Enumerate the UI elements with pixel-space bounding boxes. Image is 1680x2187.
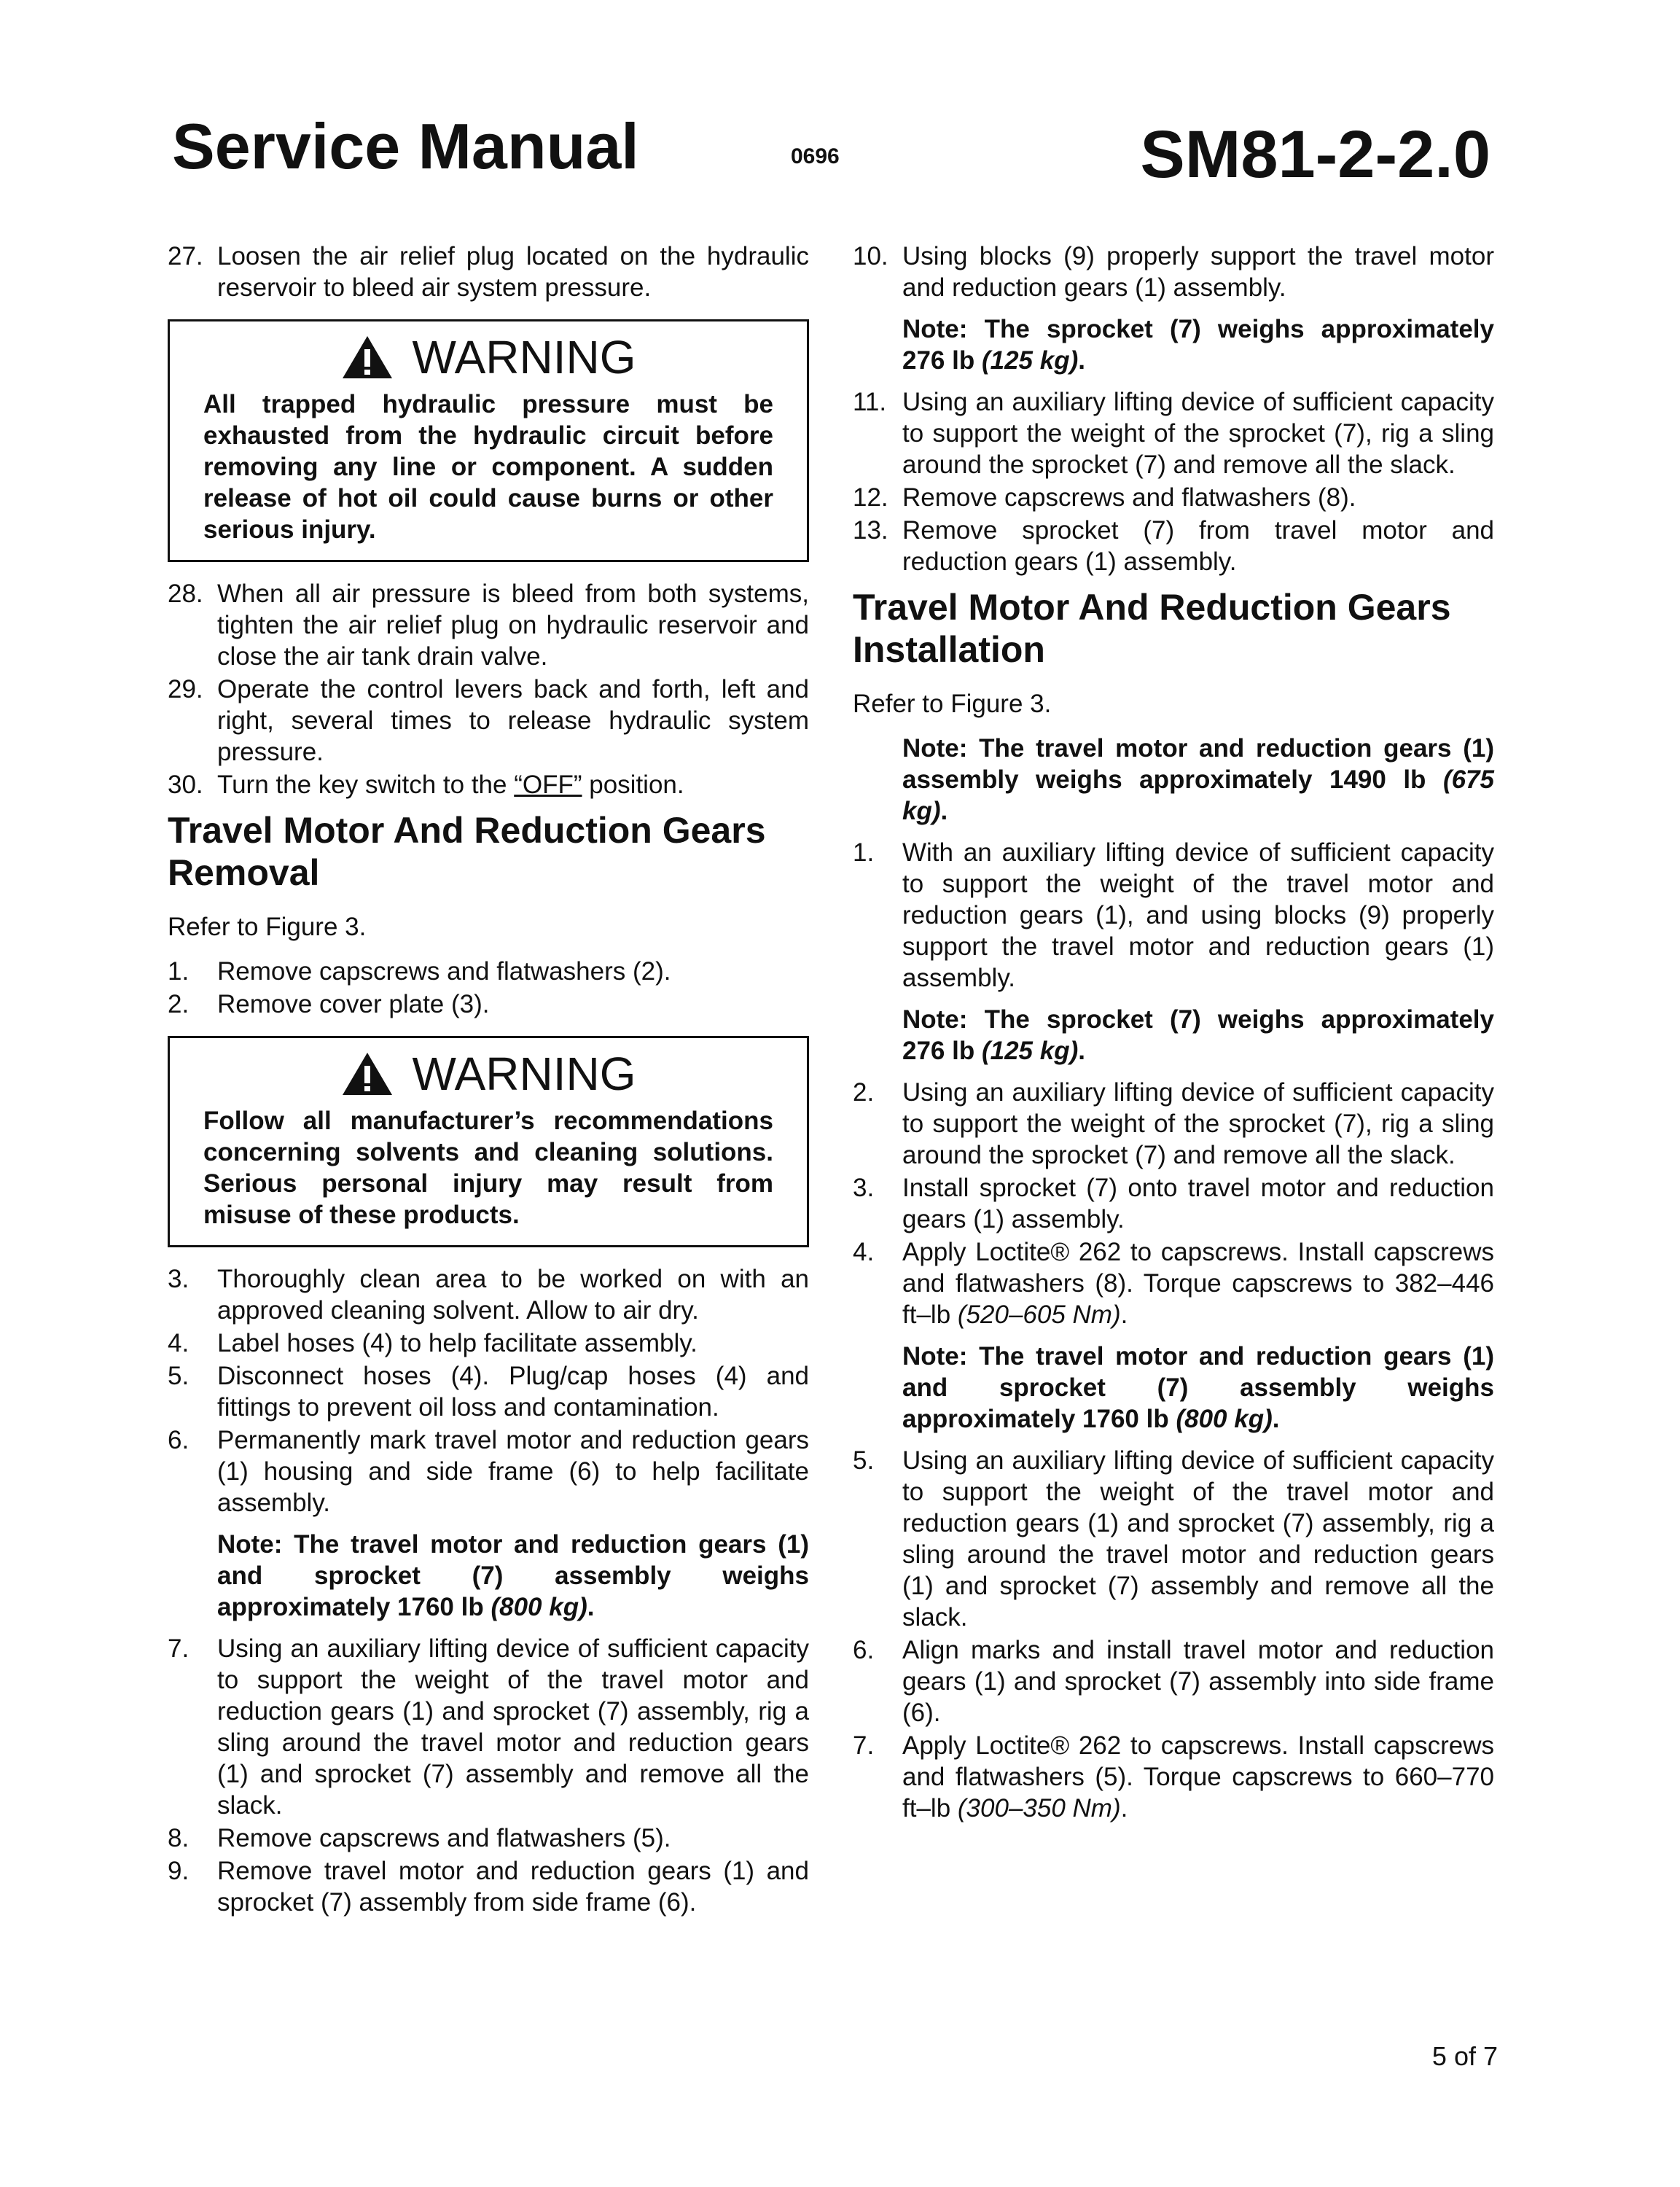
note-end: .: [1078, 346, 1085, 375]
warning-triangle-icon: [341, 1051, 394, 1096]
step-text-part: Apply Loctite® 262 to capscrews. Install capscrews and flatwashers (5). Torque capscrews to 660–770 ft–lb: [902, 1731, 1494, 1822]
step-text: [217, 769, 809, 800]
step-text: [902, 1236, 1494, 1330]
step-text-part: Turn the key switch to the: [217, 771, 515, 799]
step-text: Operate the control levers back and forth, left and right, several times to release hydraulic system pressure.: [217, 675, 809, 766]
figure-reference: Refer to Figure 3.: [853, 690, 1052, 718]
step-list: [853, 1077, 1494, 1330]
step-number: 30.: [168, 771, 203, 799]
step-number: 9.: [168, 1857, 190, 1885]
header-doc-id: SM81-2-2.0: [1140, 117, 1490, 192]
step-text-part: .: [1120, 1301, 1128, 1329]
list-item: [168, 1360, 809, 1423]
list-item: [168, 956, 809, 987]
header-title: Service Manual: [172, 110, 639, 182]
warning-title-row: [203, 330, 773, 383]
step-text-part: position.: [582, 771, 684, 799]
step-text: Label hoses (4) to help facilitate assembly.: [217, 1329, 698, 1357]
step-list: [168, 578, 809, 800]
step-text-part: .: [1120, 1794, 1128, 1822]
note-metric: (675 kg): [902, 765, 1494, 825]
step-text: Remove capscrews and flatwashers (5).: [217, 1824, 671, 1852]
note-text: Note: The sprocket (7) weighs approximately 276 lb: [902, 1005, 1494, 1065]
step-text: Loosen the air relief plug located on the hydraulic reservoir to bleed air system pressure.: [217, 242, 809, 302]
list-item: [853, 1445, 1494, 1633]
step-number: 2.: [853, 1078, 875, 1107]
step-text: Remove capscrews and flatwashers (2).: [217, 957, 671, 986]
list-item: [168, 241, 809, 303]
step-text: Using an auxiliary lifting device of sufficient capacity to support the weight of the sprocket (7), rig a sling around the sprocket (7) and remove all the slack.: [902, 388, 1494, 479]
step-number: 1.: [853, 838, 875, 867]
list-item: [853, 1634, 1494, 1728]
step-number: 5.: [853, 1446, 875, 1475]
step-text-part: Apply Loctite® 262 to capscrews. Install capscrews and flatwashers (8). Torque capscrews to 382–446 ft–lb: [902, 1238, 1494, 1329]
step-number: 4.: [853, 1238, 875, 1266]
step-number: 29.: [168, 675, 203, 703]
step-list: [168, 1263, 809, 1519]
list-item: [853, 1730, 1494, 1824]
page-number: 5 of 7: [1431, 2041, 1498, 2071]
step-text: Using blocks (9) properly support the travel motor and reduction gears (1) assembly.: [902, 242, 1494, 302]
weight-note: [902, 1004, 1494, 1067]
list-item: [853, 1172, 1494, 1235]
note-end: .: [940, 797, 948, 825]
warning-body: All trapped hydraulic pressure must be exhausted from the hydraulic circuit before removing any line or component. A sudden release of hot oil could cause burns or other serious injury.: [203, 390, 773, 544]
weight-note: [902, 1341, 1494, 1435]
weight-note: [217, 1529, 809, 1623]
warning-box: [168, 319, 809, 562]
note-metric: (125 kg): [981, 1037, 1079, 1065]
step-text: Remove cover plate (3).: [217, 990, 490, 1018]
note-end: .: [587, 1593, 595, 1621]
list-item: [853, 1077, 1494, 1171]
step-number: 2.: [168, 990, 190, 1018]
note-metric: (125 kg): [981, 346, 1079, 375]
list-item: [853, 837, 1494, 994]
left-column: [168, 241, 809, 1919]
step-text: Align marks and install travel motor and reduction gears (1) and sprocket (7) assembly into side frame (6).: [902, 1636, 1494, 1727]
step-text: When all air pressure is bleed from both systems, tighten the air relief plug on hydraulic reservoir and close the air tank drain valve.: [217, 580, 809, 671]
step-text: Using an auxiliary lifting device of sufficient capacity to support the weight of the travel motor and reduction gears (1) and sprocket (7) assembly, rig a sling around the travel motor and reduction gears (1) and sprocket (7) assembly and remove all the slack.: [902, 1446, 1494, 1632]
warning-title: WARNING: [412, 1047, 636, 1100]
step-list: [853, 1445, 1494, 1824]
step-text: Using an auxiliary lifting device of sufficient capacity to support the weight of the travel motor and reduction gears (1) and sprocket (7) assembly, rig a sling around the travel motor and reduction gears (1) and sprocket (7) assembly and remove all the slack.: [217, 1634, 809, 1820]
step-number: 6.: [168, 1426, 190, 1454]
note-text: Note: The travel motor and reduction gears (1) and sprocket (7) assembly weighs approximately 1760 lb: [217, 1530, 809, 1621]
list-item: [168, 1263, 809, 1326]
warning-triangle-icon: [341, 335, 394, 380]
step-text: Disconnect hoses (4). Plug/cap hoses (4) and fittings to prevent oil loss and contamination.: [217, 1362, 809, 1422]
list-item: [168, 769, 809, 800]
list-item: [853, 1236, 1494, 1330]
list-item: [168, 578, 809, 672]
warning-title: WARNING: [412, 330, 636, 383]
list-item: [168, 1855, 809, 1918]
step-text: Remove sprocket (7) from travel motor and reduction gears (1) assembly.: [902, 516, 1494, 576]
step-text: Install sprocket (7) onto travel motor and reduction gears (1) assembly.: [902, 1174, 1494, 1233]
step-number: 3.: [853, 1174, 875, 1202]
torque-metric: (520–605 Nm): [957, 1301, 1121, 1329]
list-item: [853, 241, 1494, 303]
step-list: [168, 956, 809, 1020]
list-item: [168, 1424, 809, 1519]
step-number: 6.: [853, 1636, 875, 1664]
note-end: .: [1272, 1405, 1280, 1433]
step-number: 11.: [853, 388, 887, 416]
note-text: Note: The travel motor and reduction gears (1) and sprocket (7) assembly weighs approximately 1760 lb: [902, 1342, 1494, 1433]
step-text: Thoroughly clean area to be worked on with an approved cleaning solvent. Allow to air dry.: [217, 1265, 809, 1325]
step-number: 1.: [168, 957, 190, 986]
list-item: [168, 989, 809, 1020]
step-list: [168, 241, 809, 303]
list-item: [168, 1822, 809, 1854]
step-list: [853, 837, 1494, 994]
warning-body: Follow all manufacturer’s recommendations concerning solvents and cleaning solutions. Serious personal injury may result from misuse of these products.: [203, 1107, 773, 1229]
step-number: 4.: [168, 1329, 190, 1357]
step-list: [853, 386, 1494, 577]
list-item: [168, 1328, 809, 1359]
step-number: 12.: [853, 483, 888, 512]
figure-reference: Refer to Figure 3.: [168, 913, 367, 941]
right-column: [853, 241, 1494, 1825]
weight-note: [902, 733, 1494, 827]
step-number: 27.: [168, 242, 203, 270]
note-end: .: [1078, 1037, 1085, 1065]
step-number: 7.: [853, 1731, 875, 1760]
note-text: Note: The sprocket (7) weighs approximately 276 lb: [902, 315, 1494, 375]
warning-box: [168, 1036, 809, 1247]
warning-title-row: [203, 1047, 773, 1100]
step-number: 3.: [168, 1265, 190, 1293]
step-text: Permanently mark travel motor and reduction gears (1) housing and side frame (6) to help facilitate assembly.: [217, 1426, 809, 1517]
list-item: [168, 1633, 809, 1821]
step-text: Using an auxiliary lifting device of sufficient capacity to support the weight of the sprocket (7), rig a sling around the sprocket (7) and remove all the slack.: [902, 1078, 1494, 1169]
off-position-label: “OFF”: [514, 771, 582, 799]
step-number: 13.: [853, 516, 888, 545]
step-number: 28.: [168, 580, 203, 608]
step-text: Remove capscrews and flatwashers (8).: [902, 483, 1356, 512]
step-text: [902, 1730, 1494, 1824]
list-item: [853, 515, 1494, 577]
step-number: 8.: [168, 1824, 190, 1852]
step-list: [853, 241, 1494, 303]
weight-note: [902, 313, 1494, 376]
list-item: [853, 482, 1494, 513]
torque-metric: (300–350 Nm): [957, 1794, 1121, 1822]
step-number: 7.: [168, 1634, 190, 1663]
note-text: Note: The travel motor and reduction gears (1) assembly weighs approximately 1490 lb: [902, 734, 1494, 794]
section-heading-installation: Travel Motor And Reduction Gears Installation: [853, 587, 1451, 670]
header-code: 0696: [791, 144, 840, 168]
step-text: Remove travel motor and reduction gears (1) and sprocket (7) assembly from side frame (6).: [217, 1857, 809, 1917]
step-number: 10.: [853, 242, 888, 270]
step-text: With an auxiliary lifting device of sufficient capacity to support the weight of the travel motor and reduction gears (1), and using blocks (9) properly support the travel motor and reduction gears (1) assembly.: [902, 838, 1494, 992]
list-item: [168, 674, 809, 768]
note-metric: (800 kg): [1176, 1405, 1273, 1433]
list-item: [853, 386, 1494, 480]
step-number: 5.: [168, 1362, 190, 1390]
section-heading-removal: Travel Motor And Reduction Gears Removal: [168, 810, 766, 893]
step-list: [168, 1633, 809, 1918]
note-metric: (800 kg): [491, 1593, 587, 1621]
